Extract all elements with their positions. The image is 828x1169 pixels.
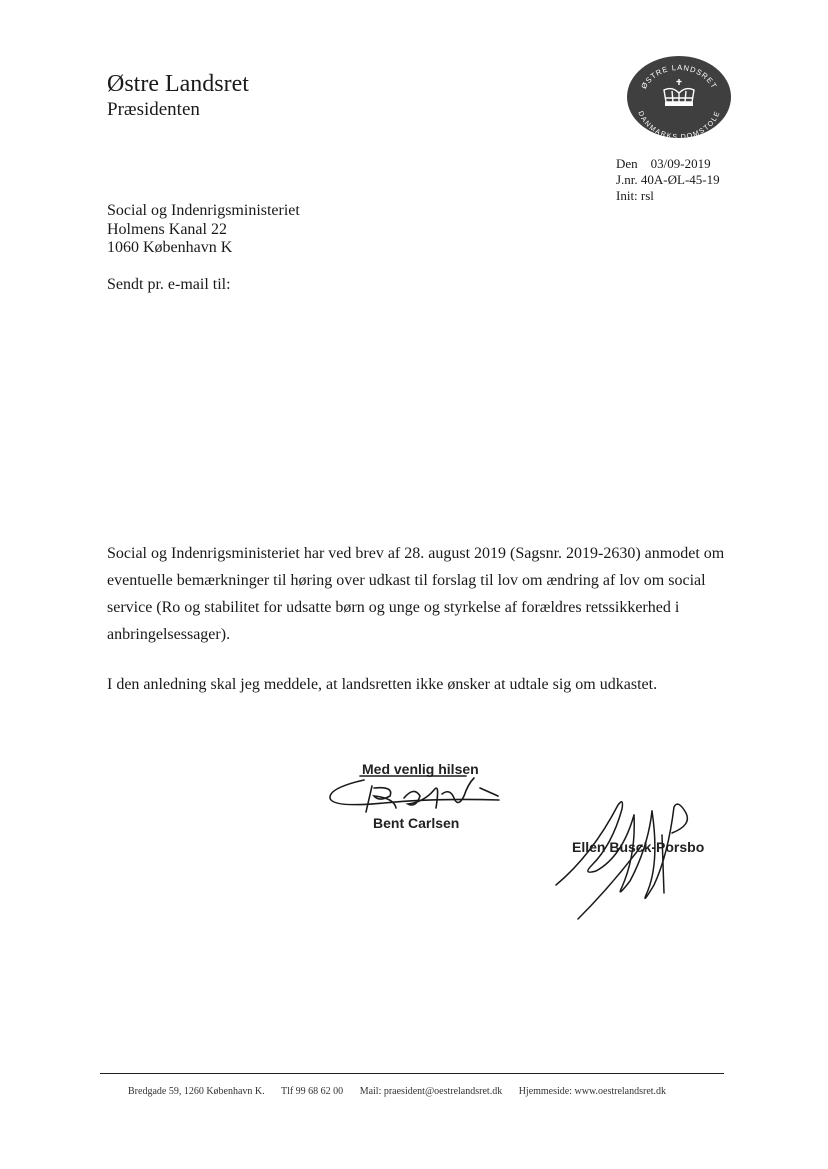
footer-phone: Tlf 99 68 62 00 [280,1086,344,1097]
sent-by-email-label: Sendt pr. e-mail til: [107,276,231,293]
recipient-address [107,202,300,258]
recipient-name: Social og Indenrigsministeriet [107,202,300,219]
footer-website: Hjemmeside: www.oestrelandsret.dk [518,1086,667,1097]
footer [128,1086,680,1097]
signer-name: Bent Carlsen [373,815,460,831]
department-name: Præsidenten [107,99,200,120]
footer-address: Bredgade 59, 1260 København K. [128,1086,265,1097]
footer-email: Mail: praesident@oestrelandsret.dk [359,1086,503,1097]
court-name: Østre Landsret [107,71,249,97]
initials: Init: rsl [616,188,654,203]
footer-divider [100,1073,724,1074]
recipient-street: Holmens Kanal 22 [107,220,227,238]
letter-date: 03/09-2019 [650,156,711,171]
body-paragraph: I den anledning skal jeg meddele, at landsretten ikke ønsker at udtale sig om udkastet. [107,676,658,693]
letter-body [107,540,727,698]
body-paragraph: Social og Indenrigsministeriet har ved brev af 28. august 2019 (Sagsnr. 2019-2630) anmodet om eventuelle bemærkninger til høring over udkast til forslag til lov om ændring af lov om social service (Ro og stabilitet for udsatte børn og unge og styrkelse af forældres retssikkerhed i anbringelsessager). [107,545,725,643]
reference-block [616,156,720,204]
svg-text:DANMARKS DOMSTOLE: DANMARKS DOMSTOLE [636,110,722,139]
signer-name: Ellen Busck-Porsbo [572,839,705,855]
closing-greeting: Med venlig hilsen [362,761,479,777]
recipient-city: 1060 København K [107,239,233,256]
date-label: Den [616,156,638,171]
signature-ellen-busck-porsbo [552,795,705,925]
svg-text:ØSTRE LANDSRET: ØSTRE LANDSRET [639,62,719,91]
journal-number: J.nr. 40A-ØL-45-19 [616,172,720,187]
court-seal [626,55,732,139]
